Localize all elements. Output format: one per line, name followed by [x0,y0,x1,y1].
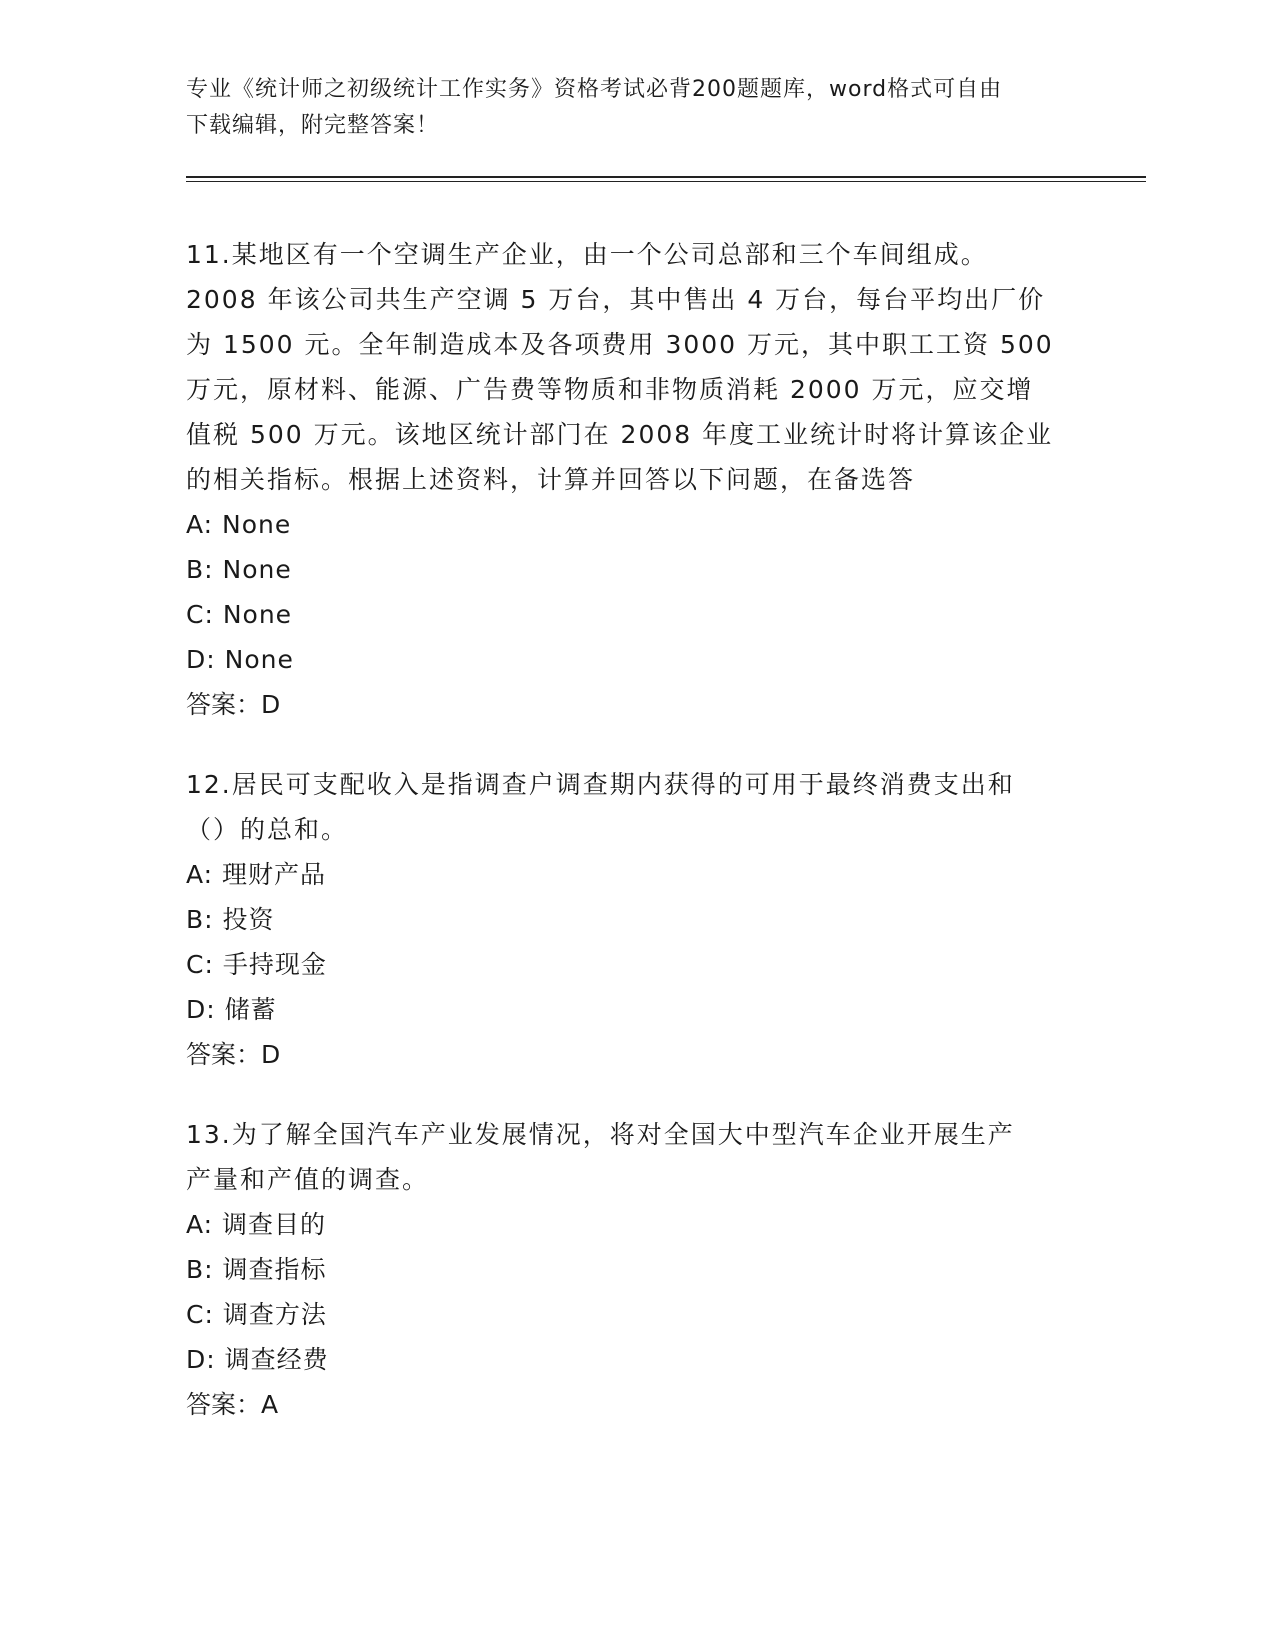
option-d: D: 调查经费 [186,1345,329,1374]
option-b: B: 调查指标 [186,1255,327,1284]
option-d: D: None [186,645,294,674]
question-11 [186,232,1066,727]
question-stem [186,762,1066,852]
option-c: C: None [186,600,293,629]
stem-line: 为 1500 元。全年制造成本及各项费用 3000 万元，其中职工工资 500 [186,330,1054,359]
answer: 答案：A [186,1390,279,1419]
option-a: A: None [186,510,292,539]
stem-line: 万元，原材料、能源、广告费等物质和非物质消耗 2000 万元，应交增 [186,375,1034,404]
stem-line: 的相关指标。根据上述资料，计算并回答以下问题，在备选答 [186,465,916,494]
stem-line: 值税 500 万元。该地区统计部门在 2008 年度工业统计时将计算该企业 [186,420,1054,449]
stem-line: （）的总和。 [186,815,349,844]
question-list [186,232,1066,1462]
option-b: B: 投资 [186,905,275,934]
answer: 答案：D [186,690,281,719]
stem-line: 11.某地区有一个空调生产企业，由一个公司总部和三个车间组成。 [186,240,988,269]
question-12 [186,762,1066,1077]
question-13 [186,1112,1066,1427]
stem-line: 12.居民可支配收入是指调查户调查期内获得的可用于最终消费支出和 [186,770,1015,799]
header-rule-thick [186,176,1146,178]
header-line-2: 下载编辑，附完整答案！ [186,113,440,138]
header-line-1: 专业《统计师之初级统计工作实务》资格考试必背200题题库，word格式可自由 [186,77,1003,102]
stem-line: 13.为了解全国汽车产业发展情况，将对全国大中型汽车企业开展生产 [186,1120,1015,1149]
option-c: C: 调查方法 [186,1300,327,1329]
option-a: A: 调查目的 [186,1210,327,1239]
option-b: B: None [186,555,292,584]
option-a: A: 理财产品 [186,860,327,889]
question-stem [186,232,1066,502]
stem-line: 产量和产值的调查。 [186,1165,430,1194]
option-d: D: 储蓄 [186,995,277,1024]
header-rule-thin [186,181,1146,182]
stem-line: 2008 年该公司共生产空调 5 万台，其中售出 4 万台，每台平均出厂价 [186,285,1046,314]
document-header [186,72,1066,144]
option-c: C: 手持现金 [186,950,327,979]
answer: 答案：D [186,1040,281,1069]
question-stem [186,1112,1066,1202]
